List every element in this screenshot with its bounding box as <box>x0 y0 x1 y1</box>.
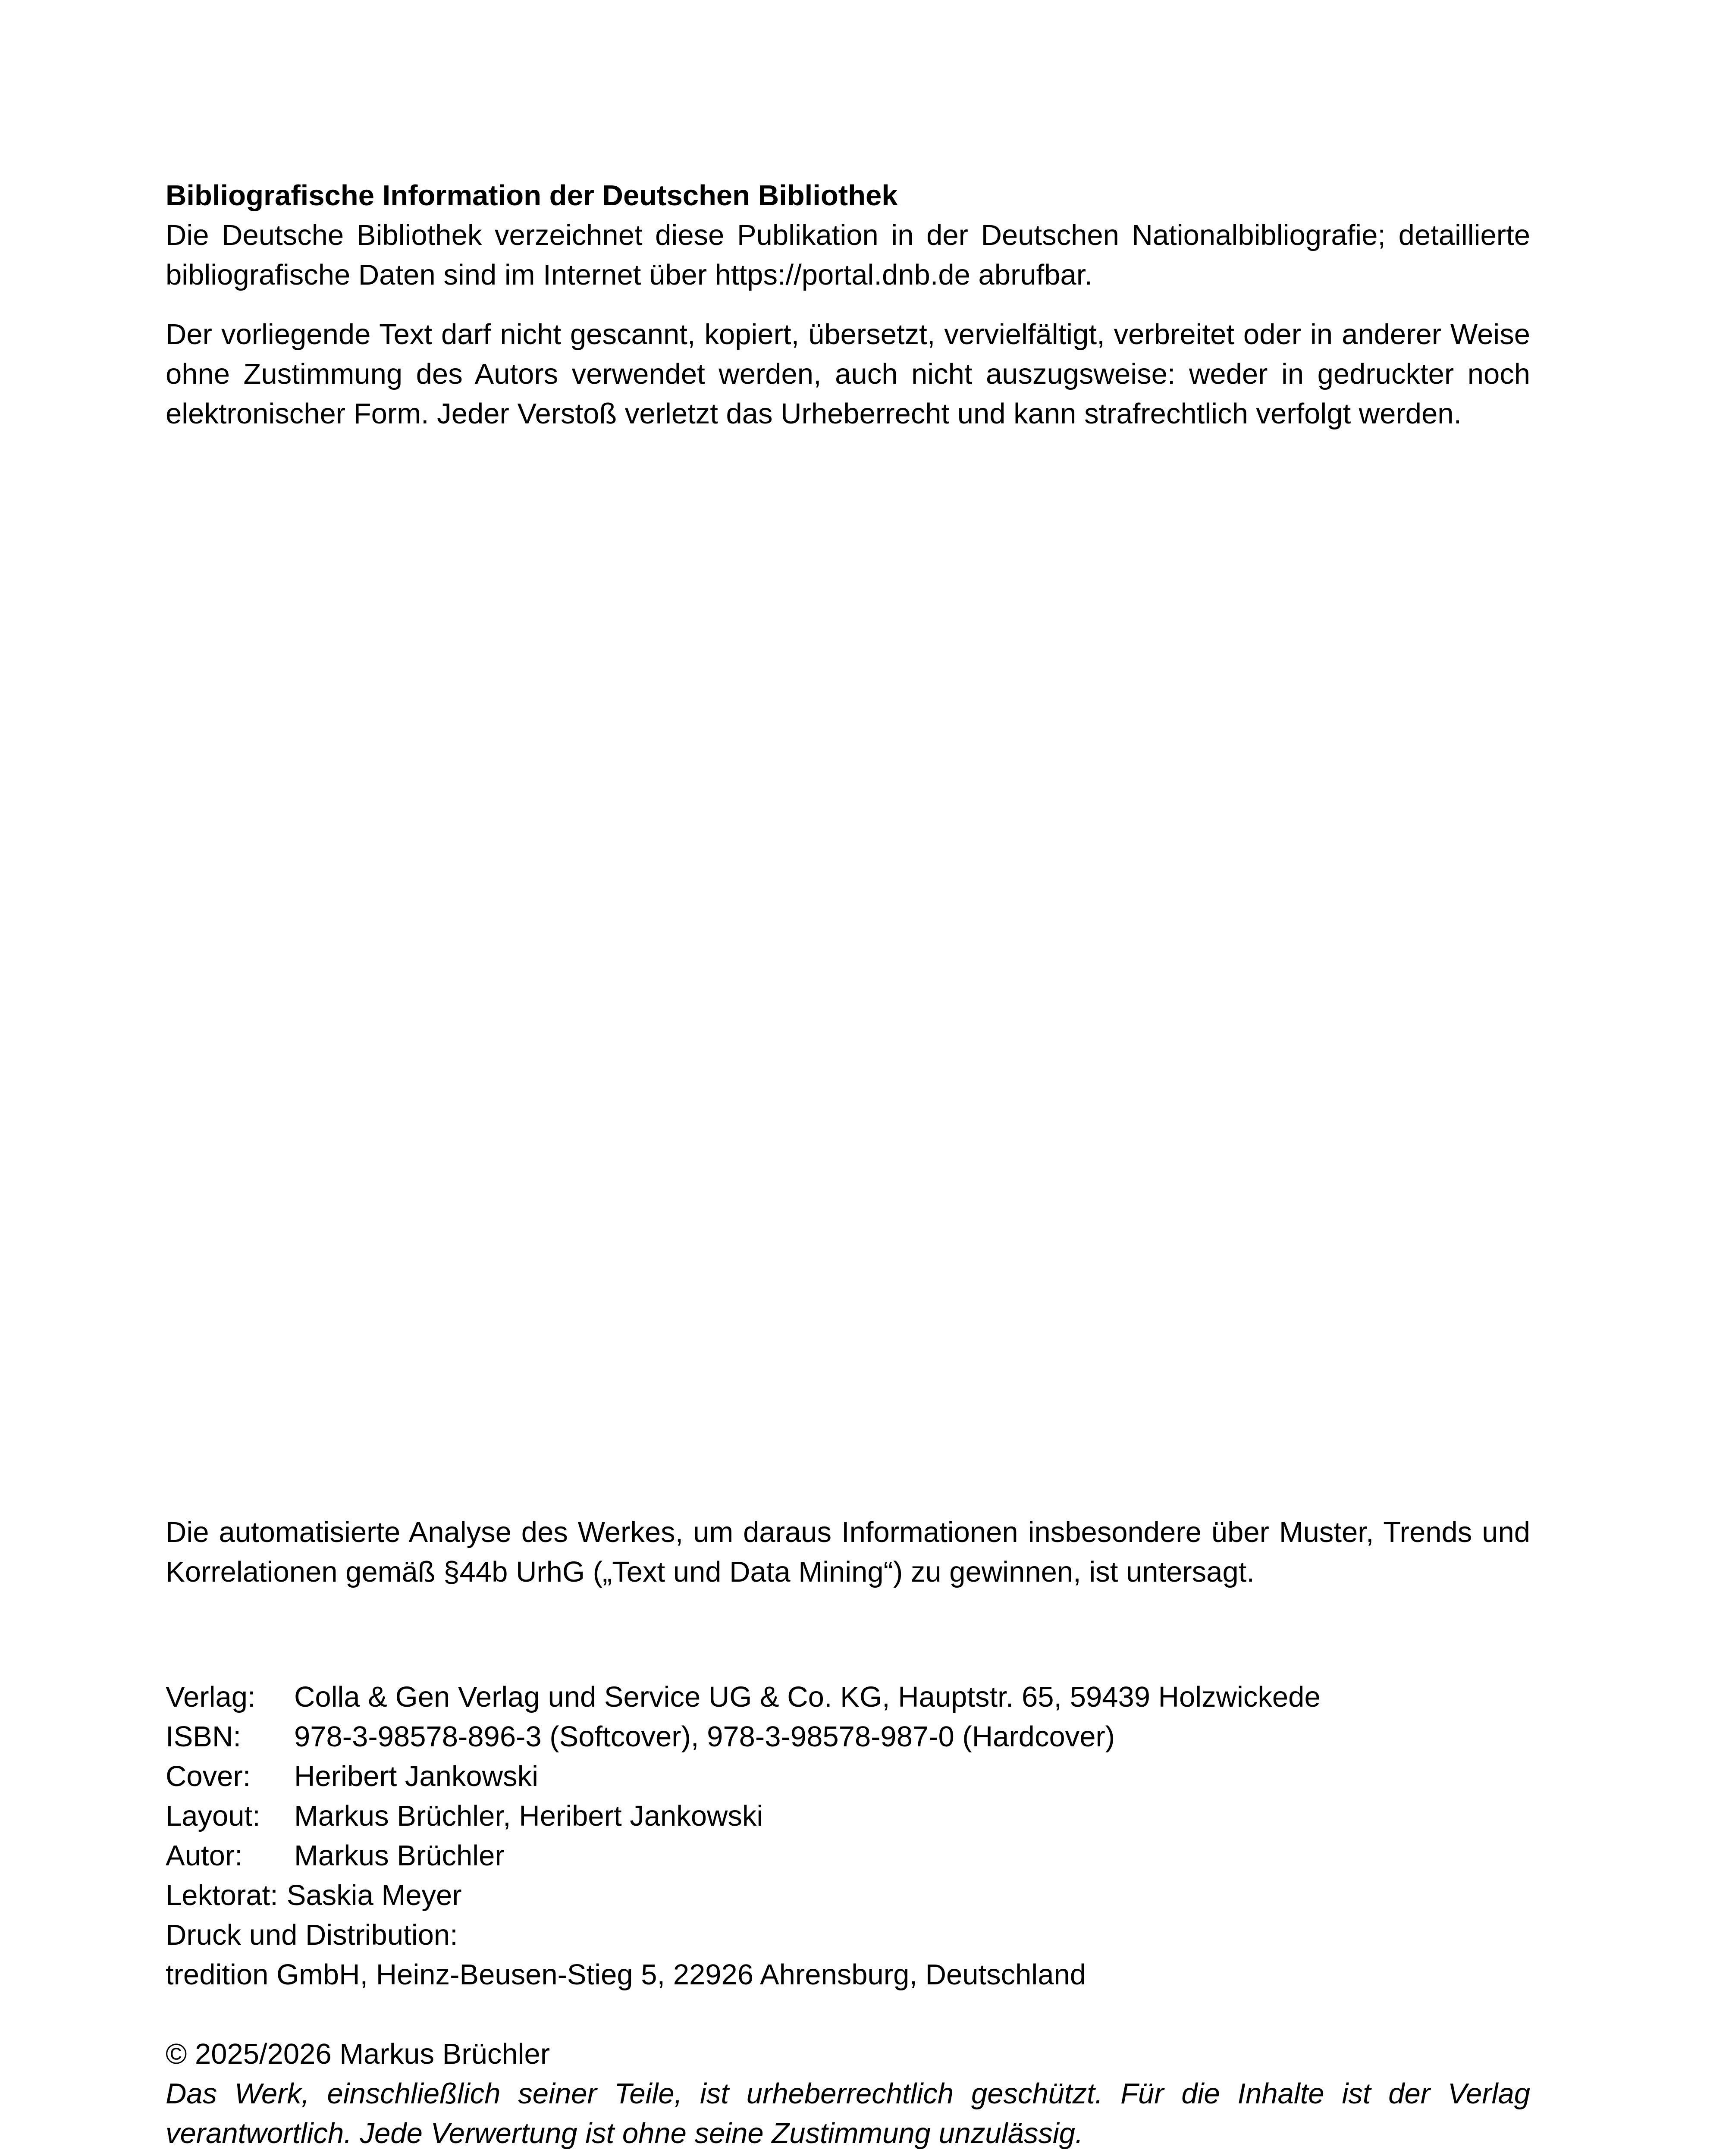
layout-label: Layout: <box>166 1800 260 1832</box>
bibliographic-text: Die Deutsche Bibliothek verzeichnet diese Publikation in der Deutschen Nationalbibliografie; detaillierte bibliografische Daten sind im Internet über https://portal.dnb.de abrufbar. <box>166 219 1530 291</box>
verlag-value: Colla & Gen Verlag und Service UG & Co. KG, Hauptstr. 65, 59439 Holzwickede <box>294 1681 1321 1713</box>
imprint-row-cover <box>166 1757 1530 1796</box>
copyright-notice: Der vorliegende Text darf nicht gescannt, kopiert, übersetzt, vervielfältigt, verbreitet oder in anderer Weise ohne Zustimmung des Autors verwendet werden, auch nicht auszugsweise: weder in gedruckter noch elektronischer Form. Jeder Verstoß verletzt das Urheberrecht und kann strafrechtlich verfolgt werden. <box>166 318 1530 430</box>
copyright-rights: Das Werk, einschließlich seiner Teile, ist urheberrechtlich geschützt. Für die Inhalte ist der Verlag verantwortlich. Jede Verwertung ist ohne seine Zustimmung unzulässig. <box>166 2078 1530 2150</box>
layout-value: Markus Brüchler, Heribert Jankowski <box>294 1800 763 1832</box>
cover-label: Cover: <box>166 1760 251 1792</box>
imprint-row-verlag <box>166 1677 1530 1717</box>
bibliographic-section <box>166 176 1530 295</box>
imprint-row-layout <box>166 1796 1530 1836</box>
autor-value: Markus Brüchler <box>294 1839 505 1872</box>
lektorat-value: Saskia Meyer <box>286 1879 462 1912</box>
tdm-notice: Die automatisierte Analyse des Werkes, um daraus Informationen insbesondere über Muster, Trends und Korrelationen gemäß §44b UrhG („Text und Data Mining“) zu gewinnen, ist untersagt. <box>166 1516 1530 1588</box>
imprint-row-isbn <box>166 1717 1530 1757</box>
isbn-value: 978-3-98578-896-3 (Softcover), 978-3-98578-987-0 (Hardcover) <box>294 1720 1115 1753</box>
copyright-section <box>166 2034 1530 2153</box>
autor-label: Autor: <box>166 1839 243 1872</box>
imprint-row-autor <box>166 1836 1530 1876</box>
isbn-label: ISBN: <box>166 1720 241 1753</box>
cover-value: Heribert Jankowski <box>294 1760 538 1792</box>
copyright-line: © 2025/2026 Markus Brüchler <box>166 2038 550 2070</box>
lektorat-label: Lektorat: <box>166 1879 278 1912</box>
bibliographic-title: Bibliografische Information der Deutschen Bibliothek <box>166 179 898 212</box>
imprint-details <box>166 1677 1530 1995</box>
druck-value: tredition GmbH, Heinz-Beusen-Stieg 5, 22926 Ahrensburg, Deutschland <box>166 1959 1086 1991</box>
verlag-label: Verlag: <box>166 1681 256 1713</box>
imprint-row-lektorat <box>166 1876 1530 1915</box>
druck-label: Druck und Distribution: <box>166 1919 458 1951</box>
